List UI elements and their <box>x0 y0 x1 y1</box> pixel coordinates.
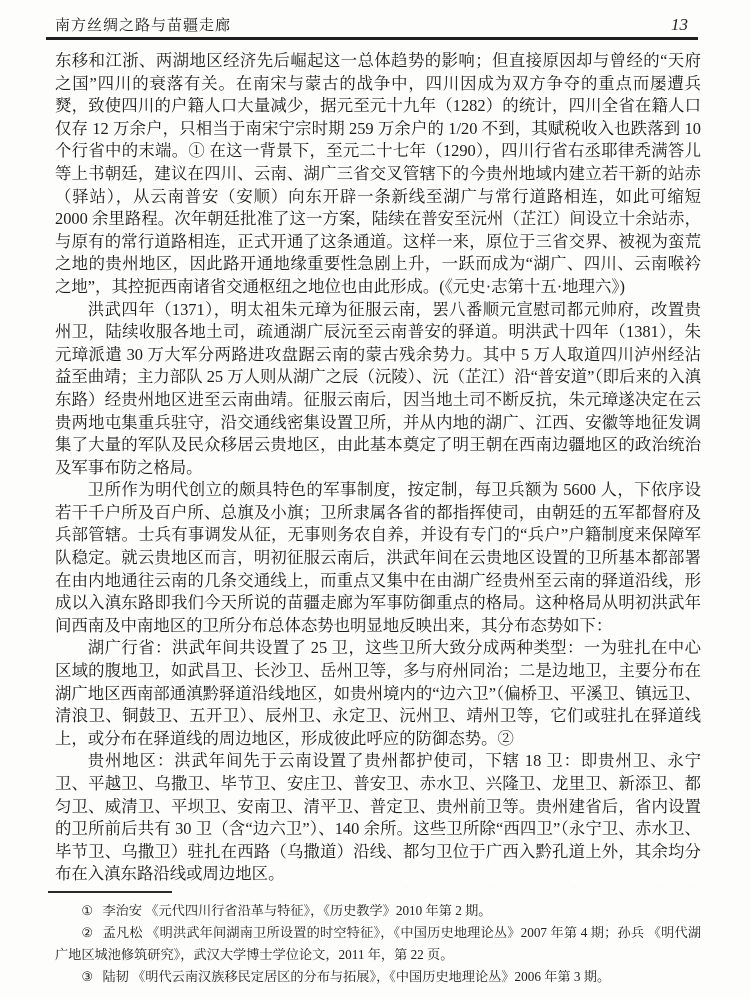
footnote-marker: ③ <box>81 969 94 984</box>
footnote-separator <box>48 891 172 893</box>
footnote-marker: ① <box>81 903 94 918</box>
paragraph-guizhou-region: 贵州地区：洪武年间先于云南设置了贵州都护使司，下辖 18 卫：即贵州卫、永宁卫、平越卫、乌撒卫、毕节卫、安庄卫、普安卫、赤水卫、兴隆卫、龙里卫、新添卫、都匀卫、威清卫、平坝卫、安南卫、清平卫、普定卫、贵州前卫等。贵州建省后，省内设置的卫所前后共有 30 卫（含“边六卫”）、140 余所。这些卫所除“西四卫”（永宁卫、赤水卫、毕节卫、乌撒卫）驻扎在西路（乌撒道）沿线、都匀卫位于广西入黔孔道上外，其余均分布在入滇东路沿线或周边地区。 <box>55 751 701 884</box>
footnote-item <box>55 900 701 922</box>
footnote-item <box>55 966 701 988</box>
page-number: 13 <box>671 15 688 34</box>
footnote-marker: ② <box>81 925 94 940</box>
footnote-text: 孟凡松 《明洪武年间湖南卫所设置的时空特征》，《中国历史地理论丛》2007 年第 4 期；孙兵 《明代湖广地区城池修筑研究》，武汉大学博士学位论文，2011 年，第 22 页。 <box>55 925 702 962</box>
header-rule <box>46 37 698 40</box>
footnotes-section <box>55 900 701 988</box>
footnote-item <box>55 922 701 966</box>
running-title: 南方丝绸之路与苗疆走廊 <box>55 18 232 34</box>
paragraph-continuation: 东移和江浙、两湖地区经济先后崛起这一总体趋势的影响；但直接原因却与曾经的“天府之国”四川的衰落有关。在南宋与蒙古的战争中，四川因成为双方争夺的重点而屡遭兵燹，致使四川的户籍人口大量减少，据元至元十九年（1282）的统计，四川全省在籍人口仅存 12 万余户，只相当于南宋宁宗时期 259 万余户的 1/20 不到，其赋税收入也跌落到 10 个行省中的末端。① 在这一背景下，至元二十七年（1290），四川行省右丞耶律秃满答儿等上书朝廷，建议在四川、云南、湖广三省交叉管辖下的今贵州地域内建立若干新的站赤（驿站），从云南普安（安顺）向东开辟一条新线至湖广与常行道路相连，如此可缩短 2000 余里路程。次年朝廷批准了这一方案，陆续在普安至沅州（芷江）间设立十余站赤，与原有的常行道路相连，正式开通了这条通道。这样一来，原位于三省交界、被视为蛮荒之地的贵州地区，因此路开通地缘重要性急剧上升，一跃而成为“湖广、四川、云南喉衿之地”，其控扼西南诸省交通枢纽之地位也由此形成。(《元史·志第十五·地理六》) <box>55 51 701 296</box>
footnote-text: 陆韧 《明代云南汉族移民定居区的分布与拓展》，《中国历史地理论丛》2006 年第 3 期。 <box>102 969 611 984</box>
paragraph-weisuo-system: 卫所作为明代创立的颇具特色的军事制度，按定制，每卫兵额为 5600 人，下依序设若干千户所及百户所、总旗及小旗；卫所隶属各省的都指挥使司，由朝廷的五军都督府及兵部管辖。士兵有事调发从征，无事则务农自养，并设有专门的“兵户”户籍制度来保障军队稳定。就云贵地区而言，明初征服云南后，洪武年间在云贵地区设置的卫所基本都部署在由内地通往云南的几条交通线上，而重点又集中在由湖广经贵州至云南的驿道沿线，形成以入滇东路即我们今天所说的苗疆走廊为军事防御重点的格局。这种格局从明初洪武年间西南及中南地区的卫所分布总体态势也明显地反映出来，其分布态势如下： <box>55 480 701 635</box>
page-header <box>55 14 698 35</box>
paragraph-hongwu: 洪武四年（1371），明太祖朱元璋为征服云南，罢八番顺元宣慰司都元帅府，改置贵州卫，陆续收服各地土司，疏通湖广辰沅至云南普安的驿道。明洪武十四年（1381），朱元璋派遣 30 万大军分两路进攻盘踞云南的蒙古残余势力。其中 5 万人取道四川泸州经沾益至曲靖；主力部队 25 万人则从湖广之辰（沅陵）、沅（芷江）沿“普安道”（即后来的入滇东路）经贵州地区进至云南曲靖。征服云南后，因当地土司不断反抗，朱元璋遂决定在云贵两地屯集重兵驻守，沿交通线密集设置卫所，并从内地的湖广、江西、安徽等地征发调集了大量的军队及民众移居云贵地区，由此基本奠定了明王朝在西南边疆地区的政治统治及军事布防之格局。 <box>55 299 701 477</box>
footnote-text: 李治安 《元代四川行省沿革与特征》，《历史教学》2010 年第 2 期。 <box>102 903 492 918</box>
body-text <box>55 50 701 888</box>
paragraph-yunnan-province <box>55 886 701 888</box>
paragraph-huguang-province: 湖广行省：洪武年间共设置了 25 卫，这些卫所大致分成两种类型：一为驻扎在中心区域的腹地卫，如武昌卫、长沙卫、岳州卫等，多与府州同治；二是边地卫，主要分布在湖广地区西南部通滇黔驿道沿线地区，如贵州境内的“边六卫”（偏桥卫、平溪卫、镇远卫、清浪卫、铜鼓卫、五开卫）、辰州卫、永定卫、沅州卫、靖州卫等，它们或驻扎在驿道线上，或分布在驿道线的周边地区，形成彼此呼应的防御态势。② <box>55 638 701 748</box>
